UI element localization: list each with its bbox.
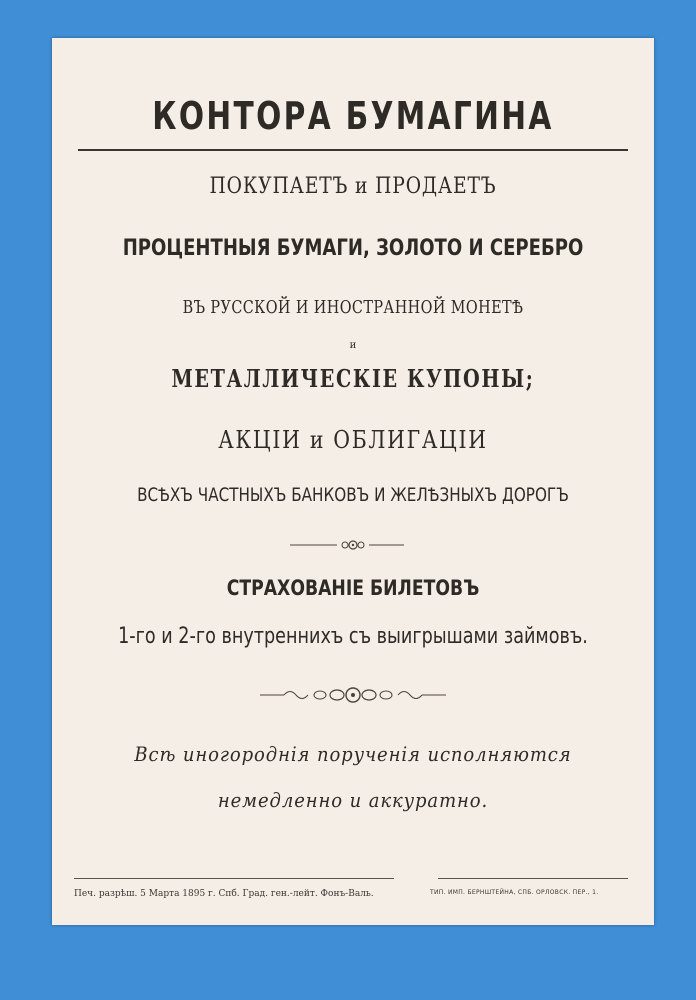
conjunction-and: и [349, 340, 357, 351]
shares-line: АКЦІИ и ОБЛИГАЦІИ [218, 426, 488, 454]
censor-note: Печ. разрѣш. 5 Марта 1895 г. Спб. Град. ген.-лейт. Фонъ-Валь. [74, 889, 374, 899]
coin-line: ВЪ РУССКОЙ И ИНОСТРАННОЙ МОНЕТѢ [182, 297, 524, 318]
script-line-2: немедленно и аккуратно. [217, 788, 489, 812]
banks-line: ВСѢХЪ ЧАСТНЫХЪ БАНКОВЪ И ЖЕЛѢЗНЫХЪ ДОРОГЪ [137, 484, 569, 506]
coupons-line: МЕТАЛЛИЧЕСКІЕ КУПОНЫ; [171, 364, 535, 393]
small-ornament-divider [52, 538, 654, 552]
printer-note: ТИП. ИМП. БЕРНШТЕЙНА, СПБ. ОРЛОВСК. ПЕР., 1. [430, 889, 599, 896]
document-title: КОНТОРА БУМАГИНА [152, 94, 554, 138]
document-page [52, 38, 654, 925]
large-ornament-divider [52, 684, 654, 706]
loans-line: 1-го и 2-го внутреннихъ съ выигрышами займовъ. [118, 624, 588, 649]
title-rule [78, 149, 628, 151]
securities-line: ПРОЦЕНТНЫЯ БУМАГИ, ЗОЛОТО И СЕРЕБРО [122, 236, 584, 261]
footer-rule-right [438, 878, 628, 879]
script-line-1: Всѣ иногороднія порученія исполняются [134, 742, 572, 766]
insurance-line: СТРАХОВАНІЕ БИЛЕТОВЪ [226, 576, 480, 600]
footer-rule-left [74, 878, 394, 879]
buys-sells-line: ПОКУПАЕТЪ и ПРОДАЕТЪ [209, 174, 497, 199]
